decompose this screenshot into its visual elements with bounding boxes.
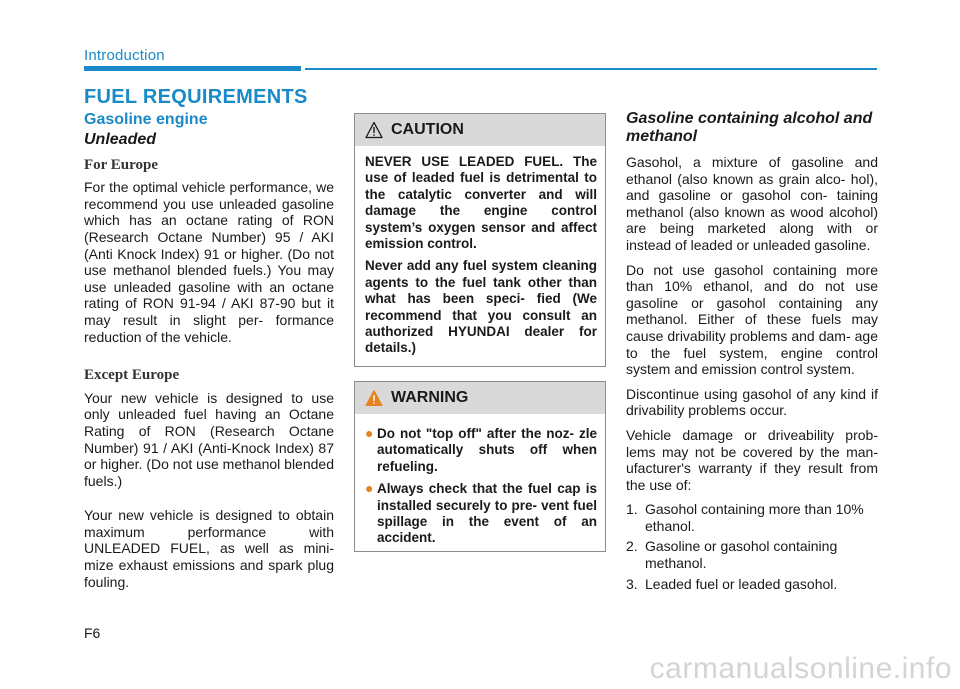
fuel-list: [626, 501, 878, 592]
caution-triangle-icon: [365, 121, 383, 139]
warning-header: [355, 382, 605, 414]
warning-item-text: Do not "top off" after the noz- zle automatically shuts off when refueling.: [377, 426, 597, 474]
list-number: 1.: [626, 501, 638, 518]
except-europe-heading: Except Europe: [84, 367, 180, 384]
header-rule-thin: [305, 68, 877, 70]
bullet-icon: ●: [365, 425, 374, 441]
list-number: 2.: [626, 538, 638, 555]
header-rule-thick: [84, 66, 301, 71]
caution-box: [354, 113, 606, 367]
page-number: F6: [84, 625, 101, 641]
design-paragraph: Your new vehicle is designed to obtain maximum performance with UNLEADED FUEL, as well as mini- mize exhaust emissions and spark plug fouling.: [84, 507, 334, 590]
discontinue-paragraph: Discontinue using gasohol of any kind if drivability problems occur.: [626, 385, 878, 419]
gasohol-paragraph: Gasohol, a mixture of gasoline and ethanol (also known as grain alco- hol), and gasoline or gasohol con- taining methanol (also known as wood alcohol) are being marketed along with or instead of leaded or unleaded gasoline.: [626, 154, 878, 253]
warning-item: [365, 426, 597, 475]
list-item: [626, 576, 878, 593]
list-item: [626, 501, 878, 534]
warranty-paragraph: Vehicle damage or driveability prob- lems may not be covered by the man- ufacturer's warranty if they result from the use of:: [626, 426, 878, 493]
left-column: [84, 110, 334, 598]
caution-paragraph-1: NEVER USE LEADED FUEL. The use of leaded fuel is detrimental to the catalytic converter and will damage the engine control system’s oxygen sensor and affect emission control.: [365, 154, 597, 252]
section-label: Introduction: [84, 47, 165, 64]
unleaded-subheading: Unleaded: [84, 130, 157, 148]
right-column: [626, 110, 878, 596]
caution-title: CAUTION: [391, 121, 464, 138]
warning-title: WARNING: [391, 389, 469, 406]
except-europe-paragraph: Your new vehicle is designed to use only unleaded fuel having an Octane Rating of RON (Research Octane Number) 91 / AKI (Anti-Knock Index) 87 or higher. (Do not use methanol blended fuels.): [84, 389, 334, 489]
europe-paragraph: For the optimal vehicle performance, we recommend you use unleaded gasoline which has an octane rating of RON (Research Octane Number) 95 / AKI (Anti Knock Index) 91 or higher. (Do not use methanol blended fuels.) You may use unleaded gasoline with an octane rating of RON 91-94 / AKI 87-90 but it may result in slight per- formance reduction of the vehicle.: [84, 179, 334, 345]
page-title: FUEL REQUIREMENTS: [84, 86, 308, 108]
list-text: Gasoline or gasohol containing methanol.: [645, 538, 838, 572]
list-number: 3.: [626, 575, 638, 592]
alcohol-methanol-heading: Gasoline containing alcohol and methanol: [626, 110, 873, 145]
warning-triangle-icon: [365, 389, 383, 407]
gasoline-engine-heading: Gasoline engine: [84, 111, 208, 128]
list-text: Gasohol containing more than 10% ethanol.: [645, 501, 864, 534]
warning-item-text: Always check that the fuel cap is installed securely to pre- vent fuel spillage in the event of an accident.: [377, 481, 597, 546]
list-text: Leaded fuel or leaded gasohol.: [645, 575, 838, 592]
watermark: carmanualsonline.info: [649, 652, 952, 685]
warning-item: [365, 481, 597, 547]
list-item: [626, 538, 878, 571]
caution-header: [355, 114, 605, 146]
ethanol-limit-paragraph: Do not use gasohol containing more than 10% ethanol, and do not use gasoline or gasohol containing any methanol. Either of these fuels may cause drivability problems and dam- age to the fuel system, engine control system and emission control system.: [626, 261, 878, 378]
for-europe-heading: For Europe: [84, 156, 159, 173]
warning-box: [354, 381, 606, 552]
bullet-icon: ●: [365, 480, 374, 497]
caution-paragraph-2: Never add any fuel system cleaning agents to the fuel tank other than what has been speci- fied (We recommend that you consult an authorized HYUNDAI dealer for details.): [365, 258, 597, 356]
